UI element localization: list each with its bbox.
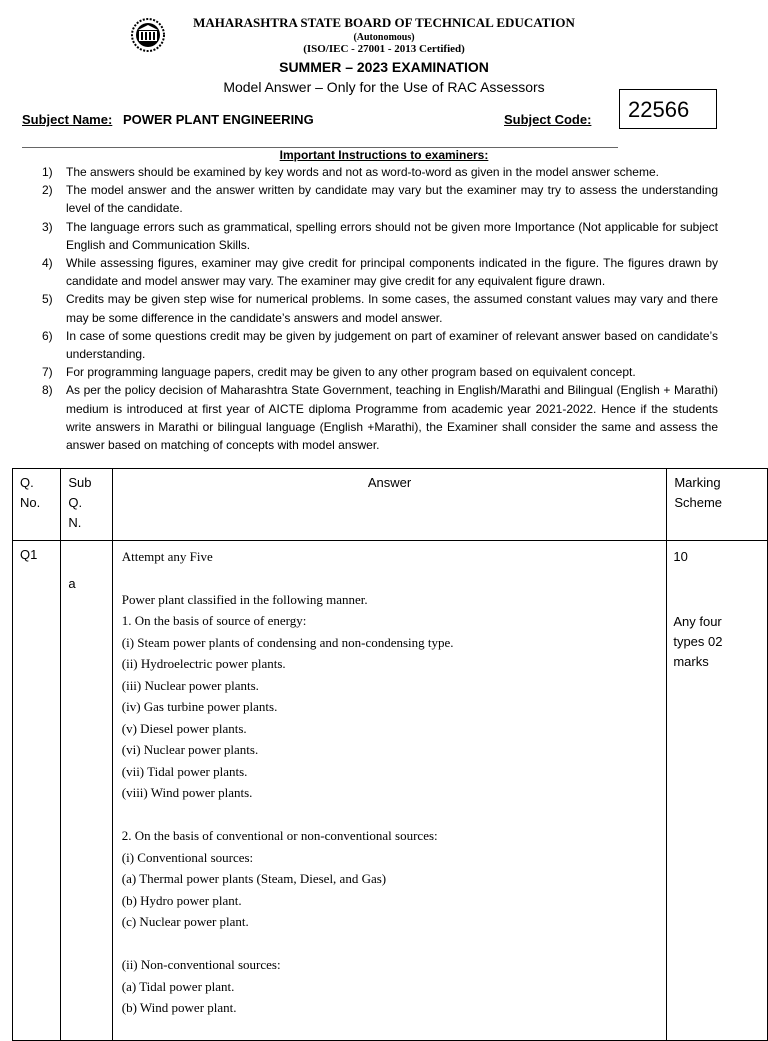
instruction-text: While assessing figures, examiner may give credit for principal components indicated in the figure. The figures drawn by candidate and model answer may vary. The examiner may give credit for any equivalent figure drawn. [66, 256, 718, 289]
subject-code-box: 22566 [619, 89, 717, 129]
marking-text: types 02 [673, 634, 723, 649]
table-header-row [13, 469, 768, 541]
header-text: Q. [20, 475, 34, 490]
instruction-item [42, 254, 718, 290]
marking-text: Any four [673, 614, 722, 629]
instructions-list [42, 163, 718, 454]
instruction-item [42, 218, 718, 254]
answer-line: (vii) Tidal power plants. [121, 763, 248, 779]
model-answer-title: Model Answer – Only for the Use of RAC Assessors [223, 79, 545, 95]
answer-line: (a) Tidal power plant. [121, 978, 235, 994]
q-no: Q1 [20, 547, 38, 562]
header-text: Marking [674, 475, 721, 490]
instruction-text: The answers should be examined by key words and not as word-to-word as given in the model answer scheme. [66, 165, 659, 179]
answer-line: (b) Hydro power plant. [121, 892, 242, 908]
subject-name-label: Subject Name: [22, 112, 113, 127]
instruction-number: 1) [42, 165, 53, 179]
instruction-item [42, 381, 718, 454]
answer-table [12, 468, 768, 1041]
subject-code-label: Subject Code: [504, 112, 592, 127]
instruction-text: As per the policy decision of Maharashtra State Government, teaching in English/Marathi and Bilingual (English + Marathi) medium is introduced at first year of AICTE diploma Programme from academic year 2021-2022. Hence if the students write answers in Marathi or bilingual language (English +Marathi), the Examiner shall consider the same and assess the answer based on matching of concepts with model answer. [66, 383, 718, 453]
header-text: Scheme [674, 495, 723, 510]
answer-line: (ii) Hydroelectric power plants. [121, 656, 286, 671]
total-marks: 10 [673, 549, 688, 564]
answer-line: (vi) Nuclear power plants. [121, 742, 259, 757]
marking-text: marks [673, 654, 709, 669]
answer-line: (b) Wind power plant. [121, 1000, 237, 1015]
header-text: N. [68, 515, 82, 530]
header-text: Answer [367, 475, 412, 490]
instruction-number: 4) [42, 256, 53, 271]
certification-label: (ISO/IEC - 27001 - 2013 Certified) [303, 43, 465, 55]
answer-line: 2. On the basis of conventional or non-conventional sources: [121, 828, 438, 843]
board-title: MAHARASHTRA STATE BOARD OF TECHNICAL EDUCATION [193, 15, 575, 30]
sub-q-cell [61, 541, 112, 1041]
answer-line: 1. On the basis of source of energy: [121, 613, 307, 628]
header-text: No. [20, 495, 41, 510]
answer-line: (c) Nuclear power plant. [121, 914, 249, 929]
instruction-number: 5) [42, 292, 53, 307]
instruction-number: 7) [42, 365, 53, 380]
q-no-cell [13, 541, 61, 1041]
sub-q-header [61, 469, 112, 541]
instructions-title: Important Instructions to examiners: [279, 148, 489, 162]
answer-line: (iii) Nuclear power plants. [121, 677, 259, 693]
answer-line: (v) Diesel power plants. [121, 720, 247, 736]
header-text: Q. [68, 495, 83, 510]
answer-line: (i) Steam power plants of condensing and non-condensing type. [121, 634, 454, 650]
instruction-number: 3) [42, 219, 53, 234]
instruction-item [42, 181, 718, 217]
instruction-text: The language errors such as grammatical, spelling errors should not be given more Importance (Not applicable for subject English and Communication Skills. [66, 219, 718, 252]
instruction-number: 8) [42, 383, 53, 398]
instruction-text: In case of some questions credit may be given by judgement on part of examiner of relevant answer based on candidate’s understanding. [66, 328, 718, 362]
sub-q: a [68, 576, 76, 591]
instruction-text: The model answer and the answer written by candidate may vary but the examiner may try to assess the understanding level of the candidate. [66, 183, 718, 216]
marking-header [667, 469, 768, 541]
instruction-item [42, 163, 718, 181]
exam-title: SUMMER – 2023 EXAMINATION [279, 59, 489, 75]
answer-line: (a) Thermal power plants (Steam, Diesel, and Gas) [121, 871, 387, 886]
instruction-text: For programming language papers, credit may be given to any other program based on equivalent concept. [66, 365, 636, 380]
answer-header [112, 469, 667, 541]
instruction-number: 2) [42, 183, 53, 198]
answer-cell [112, 541, 667, 1041]
answer-line: (viii) Wind power plants. [121, 785, 253, 800]
marking-cell [667, 541, 768, 1041]
autonomous-label: (Autonomous) [353, 32, 415, 43]
answer-line: (i) Conventional sources: [121, 849, 254, 865]
instruction-number: 6) [42, 328, 53, 343]
answer-line: (ii) Non-conventional sources: [121, 957, 281, 972]
instruction-item [42, 290, 718, 326]
table-row [13, 541, 768, 1041]
instruction-item [42, 327, 718, 363]
attempt-instruction: Attempt any Five [121, 549, 213, 564]
q-no-header [13, 469, 61, 541]
subject-name-value: POWER PLANT ENGINEERING [123, 112, 314, 127]
answer-line: (iv) Gas turbine power plants. [121, 699, 278, 714]
header-text: Sub [68, 475, 92, 490]
instruction-item [42, 363, 718, 381]
instruction-text: Credits may be given step wise for numerical problems. In some cases, the assumed constant values may vary and there may be some difference in the candidate’s answers and model answer. [66, 292, 718, 325]
answer-line: Power plant classified in the following manner. [121, 591, 368, 607]
